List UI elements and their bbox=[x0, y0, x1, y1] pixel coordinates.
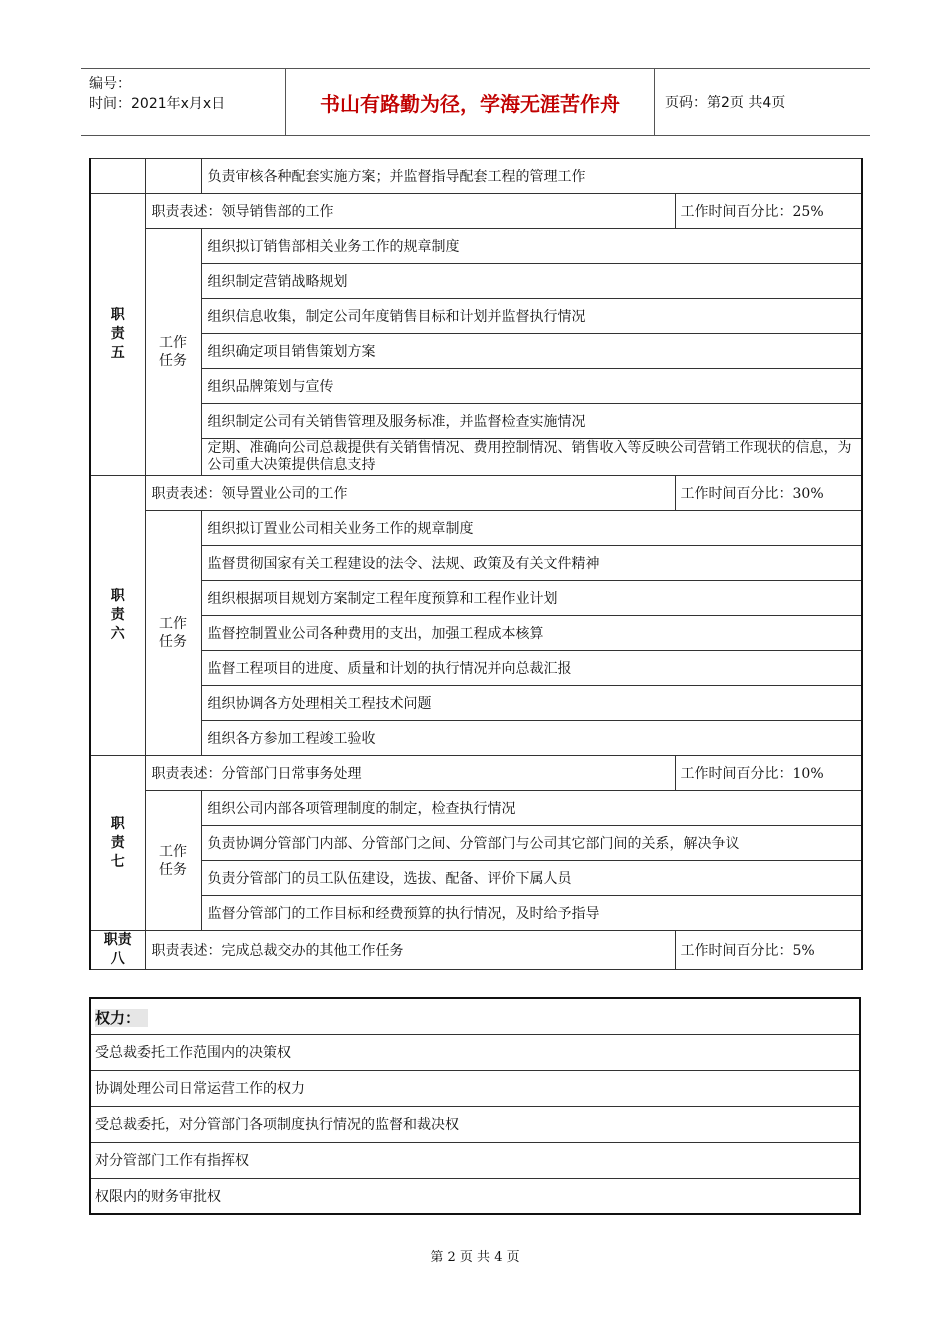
task-label-cell bbox=[145, 159, 201, 194]
task-row bbox=[90, 299, 862, 334]
task-row bbox=[90, 616, 862, 651]
task-item: 监督控制置业公司各种费用的支出，加强工程成本核算 bbox=[201, 616, 862, 651]
power-row bbox=[90, 1142, 860, 1178]
task-item: 组织拟订销售部相关业务工作的规章制度 bbox=[201, 229, 862, 264]
power-row bbox=[90, 1070, 860, 1106]
task-row bbox=[90, 511, 862, 546]
task-row bbox=[90, 334, 862, 369]
page-footer: 第 2 页 共 4 页 bbox=[430, 1250, 520, 1265]
task-row bbox=[90, 861, 862, 896]
task-row bbox=[90, 791, 862, 826]
duty-statement: 职责表述：分管部门日常事务处理 bbox=[145, 756, 675, 791]
duty-percent: 工作时间百分比：5% bbox=[675, 931, 862, 970]
task-item: 负责分管部门的员工队伍建设，选拔、配备、评价下属人员 bbox=[201, 861, 862, 896]
task-item: 监督分管部门的工作目标和经费预算的执行情况，及时给予指导 bbox=[201, 896, 862, 931]
task-item: 组织根据项目规划方案制定工程年度预算和工程作业计划 bbox=[201, 581, 862, 616]
page-header bbox=[81, 68, 870, 136]
task-label: 工作 任务 bbox=[145, 791, 201, 931]
power-row bbox=[90, 1178, 860, 1214]
power-item: 受总裁委托工作范围内的决策权 bbox=[90, 1034, 860, 1070]
task-row bbox=[90, 581, 862, 616]
duty-label: 职 责 七 bbox=[90, 756, 145, 931]
task-row bbox=[90, 439, 862, 476]
power-item: 受总裁委托，对分管部门各项制度执行情况的监督和裁决权 bbox=[90, 1106, 860, 1142]
power-item: 权限内的财务审批权 bbox=[90, 1178, 860, 1214]
task-row bbox=[90, 229, 862, 264]
task-row bbox=[90, 369, 862, 404]
task-item: 组织制定公司有关销售管理及服务标准，并监督检查实施情况 bbox=[201, 404, 862, 439]
task-item: 组织协调各方处理相关工程技术问题 bbox=[201, 686, 862, 721]
task-row bbox=[90, 686, 862, 721]
task-row bbox=[90, 721, 862, 756]
task-item: 组织拟订置业公司相关业务工作的规章制度 bbox=[201, 511, 862, 546]
task-item: 组织品牌策划与宣传 bbox=[201, 369, 862, 404]
duty-label: 职 责 六 bbox=[90, 476, 145, 756]
task-row bbox=[90, 651, 862, 686]
duty-statement: 职责表述：领导置业公司的工作 bbox=[145, 476, 675, 511]
task-row bbox=[90, 546, 862, 581]
doc-number-label: 编号： bbox=[89, 76, 131, 92]
duty-statement: 职责表述：完成总裁交办的其他工作任务 bbox=[145, 931, 675, 970]
task-item: 定期、准确向公司总裁提供有关销售情况、费用控制情况、销售收入等反映公司营销工作现状的信息，为公司重大决策提供信息支持 bbox=[201, 439, 862, 476]
task-item: 组织公司内部各项管理制度的制定，检查执行情况 bbox=[201, 791, 862, 826]
task-item: 组织信息收集，制定公司年度销售目标和计划并监督执行情况 bbox=[201, 299, 862, 334]
task-row bbox=[90, 896, 862, 931]
task-label: 工作 任务 bbox=[145, 511, 201, 756]
task-item: 组织各方参加工程竣工验收 bbox=[201, 721, 862, 756]
duty-statement-row bbox=[90, 476, 862, 511]
duties-table bbox=[89, 158, 863, 970]
duty-percent: 工作时间百分比：25% bbox=[675, 194, 862, 229]
header-page-info: 页码：第2页 共4页 bbox=[665, 95, 786, 111]
task-item: 监督工程项目的进度、质量和计划的执行情况并向总裁汇报 bbox=[201, 651, 862, 686]
duty-percent: 工作时间百分比：10% bbox=[675, 756, 862, 791]
power-item: 协调处理公司日常运营工作的权力 bbox=[90, 1070, 860, 1106]
duty-label-cell bbox=[90, 159, 145, 194]
task-item: 组织确定项目销售策划方案 bbox=[201, 334, 862, 369]
duty-label: 职 责 五 bbox=[90, 194, 145, 476]
task-item: 负责审核各种配套实施方案；并监督指导配套工程的管理工作 bbox=[201, 159, 862, 194]
carryover-row bbox=[90, 159, 862, 194]
duty-statement-row bbox=[90, 931, 862, 970]
task-item: 负责协调分管部门内部、分管部门之间、分管部门与公司其它部门间的关系，解决争议 bbox=[201, 826, 862, 861]
powers-table bbox=[89, 997, 861, 1215]
duty-percent: 工作时间百分比：30% bbox=[675, 476, 862, 511]
powers-title bbox=[90, 998, 860, 1034]
task-row bbox=[90, 826, 862, 861]
powers-title-text: 权力： bbox=[95, 1009, 148, 1027]
header-motto: 书山有路勤为径，学海无涯苦作舟 bbox=[286, 69, 655, 135]
duty-statement: 职责表述：领导销售部的工作 bbox=[145, 194, 675, 229]
header-info bbox=[81, 69, 286, 135]
task-label: 工作 任务 bbox=[145, 229, 201, 476]
power-row bbox=[90, 1106, 860, 1142]
power-item: 对分管部门工作有指挥权 bbox=[90, 1142, 860, 1178]
task-row bbox=[90, 404, 862, 439]
power-row bbox=[90, 1034, 860, 1070]
task-row bbox=[90, 264, 862, 299]
duty-statement-row bbox=[90, 756, 862, 791]
task-item: 组织制定营销战略规划 bbox=[201, 264, 862, 299]
duty-statement-row bbox=[90, 194, 862, 229]
task-item: 监督贯彻国家有关工程建设的法令、法规、政策及有关文件精神 bbox=[201, 546, 862, 581]
doc-time-label: 时间：2021年x月x日 bbox=[89, 96, 226, 112]
duty-label: 职责 八 bbox=[90, 931, 145, 970]
